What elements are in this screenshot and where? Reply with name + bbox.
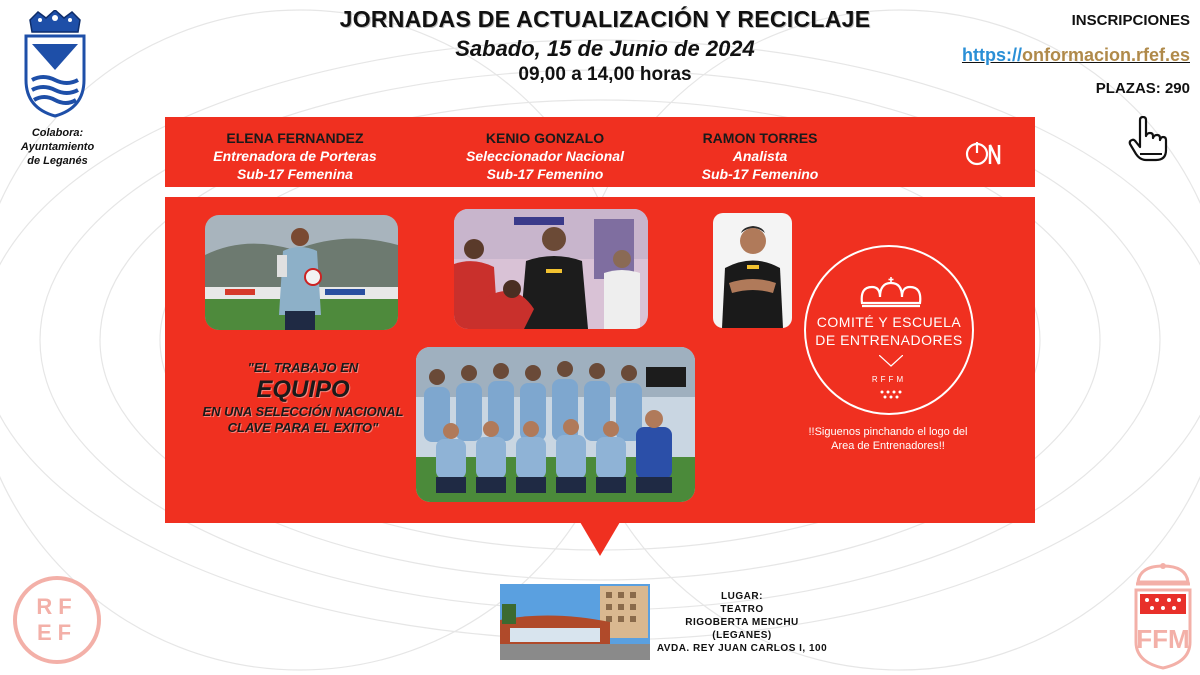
collaborator-name-line2: de Leganés: [27, 155, 88, 167]
collaborator-text: [10, 126, 105, 168]
collaborator-name-line1: Ayuntamiento: [20, 141, 95, 153]
comite-escuela-logo[interactable]: [804, 245, 974, 415]
rfef-logo: [13, 576, 101, 664]
speaker-photo-kenio: [454, 209, 648, 329]
registration-link[interactable]: [962, 45, 1190, 66]
panel-pointer-arrow: [580, 522, 620, 556]
speaker-team: Sub-17 Femenino: [701, 166, 819, 182]
venue-info: [652, 590, 832, 655]
stars-icon: [879, 389, 903, 399]
venue-photo: [500, 584, 650, 660]
speaker-card-1: [185, 129, 405, 183]
quote-line-4: CLAVE PARA EL EXITO": [227, 420, 379, 435]
speaker-role: Analista: [732, 148, 788, 164]
speaker-card-3: [660, 129, 860, 183]
venue-label: LUGAR:: [721, 591, 763, 602]
venue-line-1: TEATRO: [720, 604, 764, 615]
follow-text: !!Siguenos pinchando el logo del Area de Entrenadores!!: [808, 426, 968, 452]
quote-line-2: EQUIPO: [256, 376, 350, 403]
leganes-crest-logo: [20, 10, 90, 118]
comite-chevron-icon: [879, 355, 903, 367]
venue-line-4: AVDA. REY JUAN CARLOS I, 100: [656, 643, 828, 654]
event-hours: 09,00 a 14,00 horas: [518, 64, 692, 85]
rfef-logo-text: [17, 594, 97, 646]
team-quote: [168, 360, 438, 436]
comite-line-1: COMITÉ Y ESCUELA: [816, 314, 962, 330]
quote-line-3: EN UNA SELECCIÓN NACIONAL: [202, 404, 404, 419]
venue-line-3: (LEGANES): [712, 630, 772, 641]
comite-sub-label: RFFM: [871, 375, 907, 384]
seats-count: PLAZAS: 290: [1095, 80, 1190, 97]
comite-line-2: DE ENTRENADORES: [815, 332, 963, 348]
crown-icon: [856, 277, 926, 309]
speaker-name: KENIO GONZALO: [485, 130, 605, 146]
rfef-logo-letters: RFEF: [36, 594, 78, 645]
speakers-band: [165, 117, 1035, 187]
speaker-team: Sub-17 Femenino: [486, 166, 604, 182]
speaker-role: Entrenadora de Porteras: [213, 148, 377, 164]
svg-text:FFM: FFM: [1136, 624, 1190, 654]
speaker-name: ELENA FERNANDEZ: [226, 130, 364, 146]
collaborator-label: Colabora:: [31, 127, 84, 139]
registration-link-scheme[interactable]: https://: [961, 45, 1022, 65]
speaker-card-2: [435, 129, 655, 183]
speaker-photo-ramon: [713, 213, 792, 328]
pointing-hand-icon[interactable]: [1128, 116, 1168, 162]
speaker-role: Seleccionador Nacional: [466, 148, 624, 164]
team-photo: [416, 347, 695, 502]
onformacion-logo[interactable]: [965, 139, 1003, 169]
speaker-name: RAMON TORRES: [702, 130, 818, 146]
comite-name: [806, 313, 972, 349]
speaker-photo-elena: [205, 215, 398, 330]
registration-title: INSCRIPCIONES: [1071, 12, 1190, 29]
event-title: JORNADAS DE ACTUALIZACIÓN Y RECICLAJE: [339, 6, 871, 32]
ffm-crest-logo: [1130, 562, 1196, 670]
registration-link-domain[interactable]: onformacion.rfef.es: [1021, 45, 1190, 65]
event-date: Sabado, 15 de Junio de 2024: [455, 36, 755, 61]
venue-line-2: RIGOBERTA MENCHU: [685, 617, 799, 628]
quote-line-1: "EL TRABAJO EN: [247, 360, 359, 375]
speaker-team: Sub-17 Femenina: [237, 166, 353, 182]
